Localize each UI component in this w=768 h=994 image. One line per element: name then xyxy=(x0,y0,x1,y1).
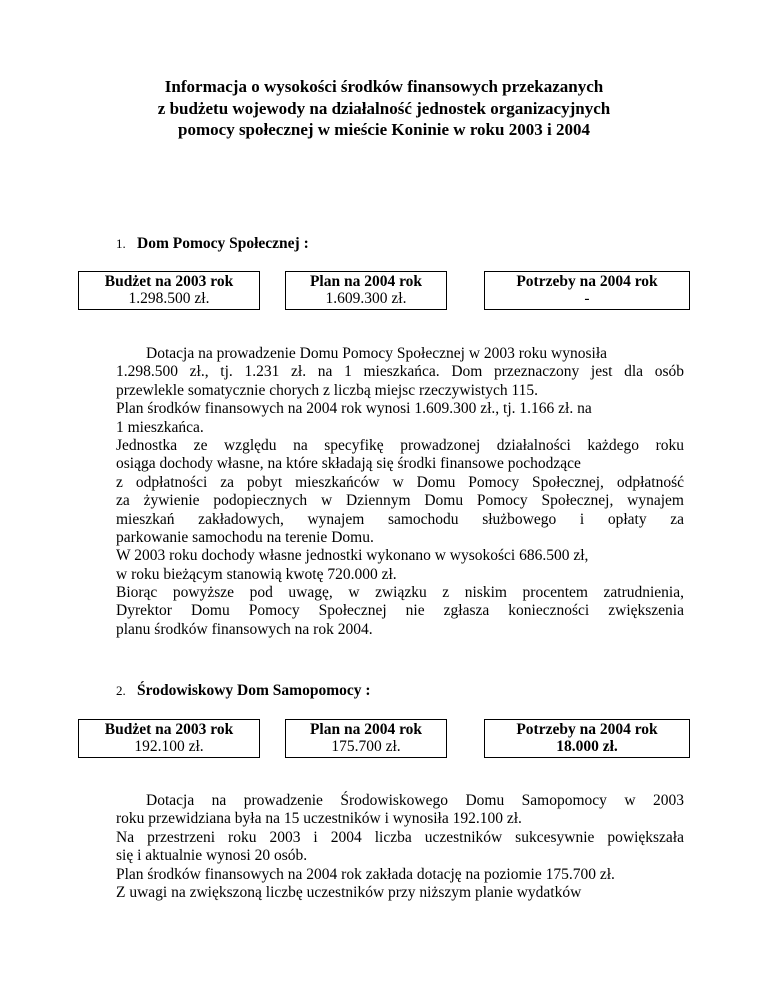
paragraph-line: parkowanie samochodu na terenie Domu. xyxy=(116,528,374,546)
paragraph-line: Dotacja na prowadzenie Środowiskowego Domu Samopomocy w 2003 xyxy=(146,792,684,809)
plan-2004-label: Plan na 2004 rok xyxy=(309,721,423,738)
document-title xyxy=(60,76,708,141)
budget-2003-box xyxy=(78,719,260,758)
needs-2004-label: Potrzeby na 2004 rok xyxy=(516,721,658,738)
paragraph-line: z odpłatności za pobyt mieszkańców w Domu Pomocy Społecznej, odpłatność xyxy=(116,473,684,491)
paragraph-line: W 2003 roku dochody własne jednostki wykonano w wysokości 686.500 zł, xyxy=(116,547,589,565)
plan-2004-value: 175.700 zł. xyxy=(331,738,401,755)
plan-2004-box xyxy=(285,271,447,310)
needs-2004-box xyxy=(484,719,690,758)
paragraph-line: Dotacja na prowadzenie Domu Pomocy Społecznej w 2003 roku wynosiła xyxy=(146,345,608,362)
paragraph-line: za żywienie podopiecznych w Dziennym Domu Pomocy Społecznej, wynajem xyxy=(116,492,684,510)
budget-2003-value: 192.100 zł. xyxy=(134,738,204,755)
paragraph-line: Plan środków finansowych na 2004 rok wynosi 1.609.300 zł., tj. 1.166 zł. na xyxy=(116,400,592,418)
budget-2003-box xyxy=(78,271,260,310)
budget-2003-label: Budżet na 2003 rok xyxy=(104,273,234,290)
plan-2004-label: Plan na 2004 rok xyxy=(309,273,423,290)
section-1-title: Dom Pomocy Społecznej : xyxy=(137,235,309,252)
section-2-body xyxy=(116,792,684,902)
plan-2004-box xyxy=(285,719,447,758)
budget-2003-label: Budżet na 2003 rok xyxy=(104,721,234,738)
paragraph-line: Dyrektor Domu Pomocy Społecznej nie zgłasza konieczności zwiększenia xyxy=(116,602,684,620)
paragraph-line: mieszkań zakładowych, wynajem samochodu służbowego i opłaty za xyxy=(116,510,684,528)
paragraph-line: 1 mieszkańca. xyxy=(116,418,204,436)
paragraph-line: roku przewidziana była na 15 uczestników i wynosiła 192.100 zł. xyxy=(116,810,522,828)
paragraph-line: Z uwagi na zwiększoną liczbę uczestników przy niższym planie wydatków xyxy=(116,883,582,901)
paragraph-line: się i aktualnie wynosi 20 osób. xyxy=(116,847,308,865)
paragraph-line: Jednostka ze względu na specyfikę prowadzonej działalności każdego roku xyxy=(116,436,684,454)
section-2-title: Środowiskowy Dom Samopomocy : xyxy=(137,682,371,699)
title-line-3: pomocy społecznej w mieście Koninie w roku 2003 i 2004 xyxy=(178,120,590,139)
section-2-heading xyxy=(116,682,371,700)
paragraph-line: przewlekle somatycznie chorych z liczbą miejsc rzeczywistych 115. xyxy=(116,381,539,399)
section-1-body xyxy=(116,345,684,639)
title-line-2: z budżetu wojewody na działalność jednostek organizacyjnych xyxy=(157,98,611,118)
needs-2004-box xyxy=(484,271,690,310)
section-1-number: 1. xyxy=(116,236,126,251)
section-1-table xyxy=(78,271,690,311)
needs-2004-value: 18.000 zł. xyxy=(556,738,618,755)
section-1-heading xyxy=(116,235,309,253)
paragraph-line: Plan środków finansowych na 2004 rok zakłada dotację na poziomie 175.700 zł. xyxy=(116,865,615,883)
plan-2004-value: 1.609.300 zł. xyxy=(325,290,407,307)
budget-2003-value: 1.298.500 zł. xyxy=(128,290,210,307)
paragraph-line: 1.298.500 zł., tj. 1.231 zł. na 1 mieszkańca. Dom przeznaczony jest dla osób xyxy=(116,363,684,381)
paragraph-line: planu środków finansowych na rok 2004. xyxy=(116,620,373,638)
needs-2004-value: - xyxy=(584,290,590,307)
section-2-table xyxy=(78,719,690,759)
paragraph-line: w roku bieżącym stanowią kwotę 720.000 zł. xyxy=(116,565,397,583)
paragraph-line: Na przestrzeni roku 2003 i 2004 liczba uczestników sukcesywnie powiększała xyxy=(116,828,684,846)
section-2-number: 2. xyxy=(116,683,126,698)
paragraph-line: osiąga dochody własne, na które składają się środki finansowe pochodzące xyxy=(116,455,581,473)
paragraph-line: Biorąc powyższe pod uwagę, w związku z niskim procentem zatrudnienia, xyxy=(116,584,684,602)
title-line-1: Informacja o wysokości środków finansowych przekazanych xyxy=(164,77,604,96)
needs-2004-label: Potrzeby na 2004 rok xyxy=(516,273,658,290)
